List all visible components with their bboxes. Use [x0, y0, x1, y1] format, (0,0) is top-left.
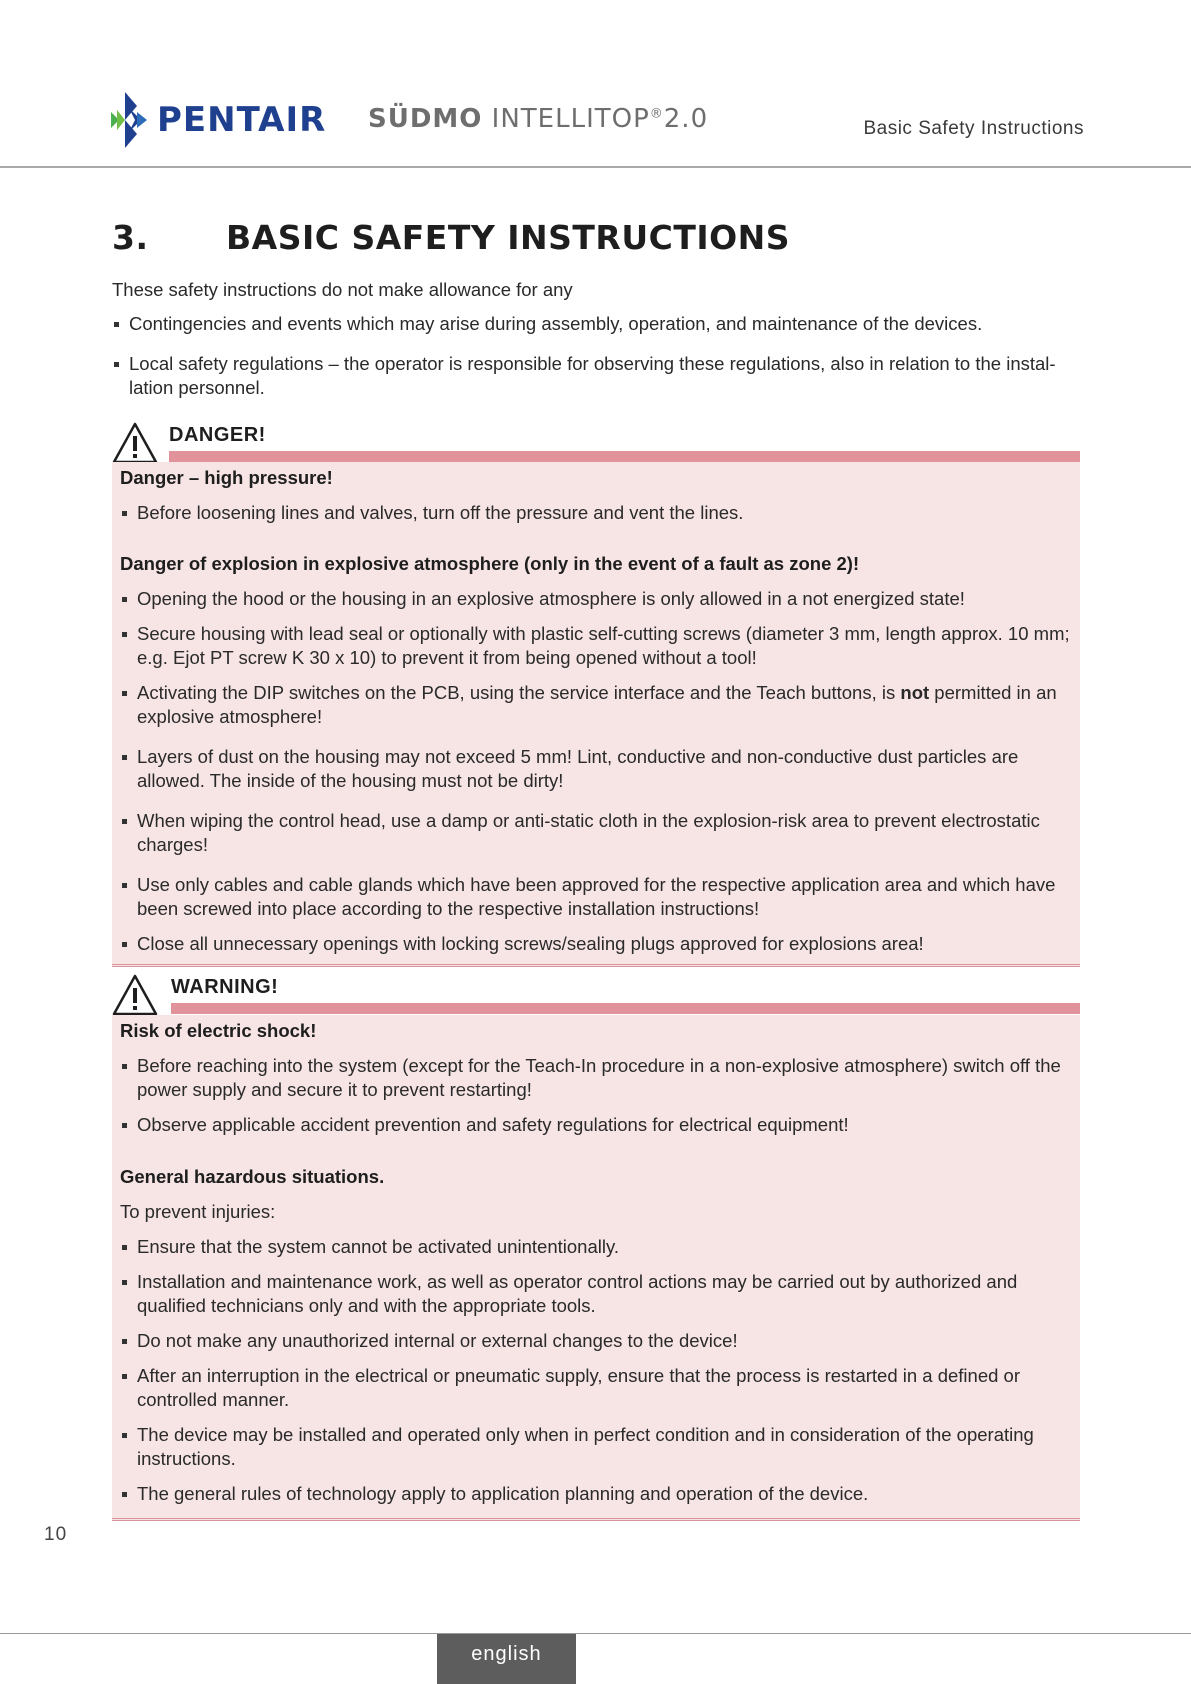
list-item: Contingencies and events which may arise during assembly, operation, and maintenance of the devices. — [112, 312, 1082, 336]
section-heading: BASIC SAFETY INSTRUCTIONS — [226, 218, 791, 257]
header-divider — [0, 166, 1191, 168]
general-heading: General hazardous situations. — [120, 1166, 385, 1187]
list-item: Local safety regulations – the operator is responsible for observing these regulations, also in relation to the instal-lation personnel. — [112, 352, 1082, 400]
brand-name: PENTAIR — [157, 100, 327, 140]
list-item: Before reaching into the system (except for the Teach-In procedure in a non-explosive atmosphere) switch off the power supply and secure it to prevent restarting! — [120, 1054, 1072, 1102]
list-item: The device may be installed and operated only when in perfect condition and in consideration of the operating instructions. — [120, 1423, 1072, 1471]
registered-mark: ® — [649, 106, 664, 122]
intro-list — [112, 312, 1082, 400]
explosion-heading: Danger of explosion in explosive atmosphere (only in the event of a fault as zone 2)! — [120, 553, 860, 574]
pressure-list — [120, 501, 1072, 525]
warning-band — [171, 1003, 1080, 1014]
pentair-logo — [111, 92, 326, 148]
dip-text-before: Activating the DIP switches on the PCB, using the service interface and the Teach buttons, is — [137, 682, 901, 703]
list-item: When wiping the control head, use a damp or anti-static cloth in the explosion-risk area to prevent electrostatic charges! — [120, 809, 1072, 857]
product-name-rest: INTELLITOP — [482, 104, 650, 134]
pressure-heading: Danger – high pressure! — [120, 467, 333, 488]
danger-band — [169, 451, 1080, 462]
intro-section — [112, 278, 1082, 416]
page-number: 10 — [44, 1524, 68, 1545]
list-item: Opening the hood or the housing in an explosive atmosphere is only allowed in a not energized state! — [120, 587, 1072, 611]
warning-triangle-icon — [112, 422, 158, 464]
shock-list — [120, 1054, 1072, 1137]
list-item: The general rules of technology apply to application planning and operation of the device. — [120, 1482, 1072, 1506]
section-number: 3. — [112, 218, 149, 257]
danger-label: DANGER! — [169, 424, 266, 446]
page-title — [112, 218, 790, 257]
list-item: Observe applicable accident prevention and safety regulations for electrical equipment! — [120, 1113, 1072, 1137]
list-item: After an interruption in the electrical or pneumatic supply, ensure that the process is restarted in a defined or controlled manner. — [120, 1364, 1072, 1412]
product-version: 2.0 — [663, 104, 709, 134]
product-name-bold: SÜDMO — [368, 104, 483, 134]
pentair-logo-icon — [111, 92, 149, 148]
list-item: Before loosening lines and valves, turn off the pressure and vent the lines. — [120, 501, 1072, 525]
list-item: Installation and maintenance work, as well as operator control actions may be carried out by authorized and qualified technicians only and with the appropriate tools. — [120, 1270, 1072, 1318]
list-item: Secure housing with lead seal or optionally with plastic self-cutting screws (diameter 3 mm, length approx. 10 mm; e.g. Ejot PT screw K 30 x 10) to prevent it from being opened without a tool! — [120, 622, 1072, 670]
warning-label: WARNING! — [171, 976, 279, 998]
dip-text-bold: not — [900, 682, 930, 703]
list-item: Close all unnecessary openings with locking screws/sealing plugs approved for explosions area! — [120, 932, 1072, 956]
list-item — [120, 681, 1072, 729]
header-section-title: Basic Safety Instructions — [863, 118, 1084, 139]
list-item: Ensure that the system cannot be activated unintentionally. — [120, 1235, 1072, 1259]
general-lead: To prevent injuries: — [120, 1201, 276, 1222]
danger-box — [112, 462, 1080, 967]
list-item: Do not make any unauthorized internal or external changes to the device! — [120, 1329, 1072, 1353]
warning-box — [112, 1015, 1080, 1521]
list-item: Use only cables and cable glands which have been approved for the respective application area and which have been screwed into place according to the respective installation instructions! — [120, 873, 1072, 921]
product-name — [368, 104, 708, 134]
dip-text-after: permitted in an explosive atmosphere! — [137, 682, 1057, 727]
footer-divider — [0, 1633, 1191, 1634]
shock-heading: Risk of electric shock! — [120, 1020, 317, 1041]
general-list — [120, 1235, 1072, 1506]
explosion-list — [120, 587, 1072, 956]
language-tab: english — [437, 1634, 576, 1684]
warning-triangle-icon — [112, 974, 158, 1016]
intro-lead: These safety instructions do not make allowance for any — [112, 279, 573, 300]
list-item: Layers of dust on the housing may not exceed 5 mm! Lint, conductive and non-conductive dust particles are allowed. The inside of the housing must not be dirty! — [120, 745, 1072, 793]
